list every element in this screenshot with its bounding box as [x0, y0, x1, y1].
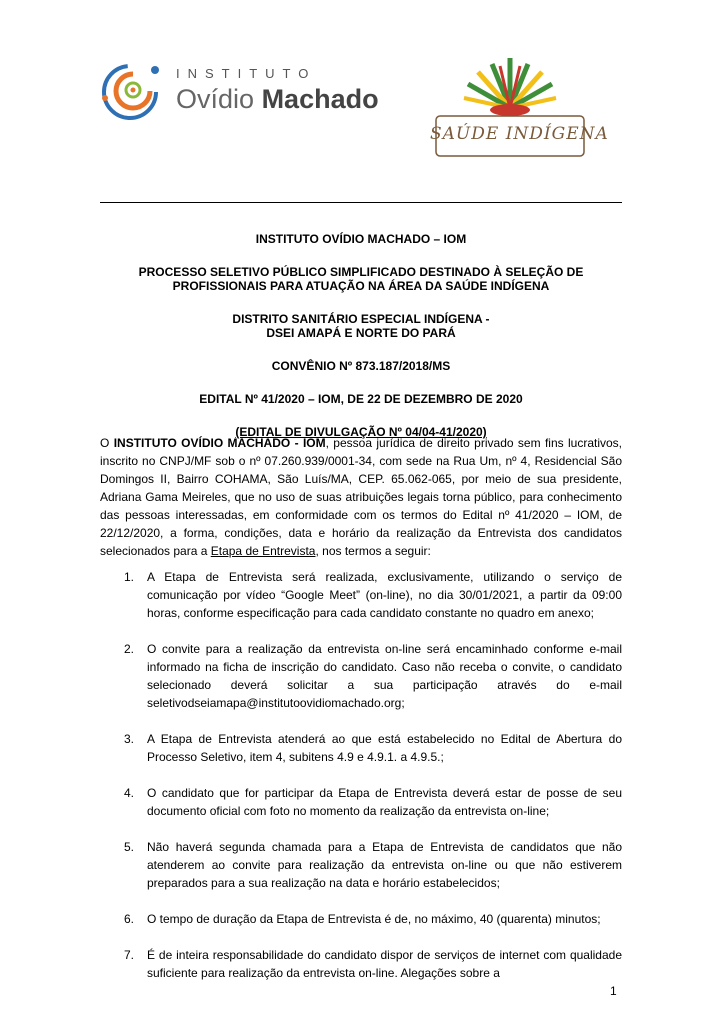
title-institution: INSTITUTO OVÍDIO MACHADO – IOM	[255, 232, 467, 246]
list-item	[100, 730, 622, 766]
iom-logo-regular: Ovídio	[176, 84, 255, 114]
title-divulgacao: (EDITAL DE DIVULGAÇÃO Nº 04/04-41/2020)	[235, 425, 487, 439]
title-process-line2: PROFISSIONAIS PARA ATUAÇÃO NA ÁREA DA SAÚDE INDÍGENA	[172, 279, 550, 293]
list-item-text: A Etapa de Entrevista atenderá ao que está estabelecido no Edital de Abertura do Processo Seletivo, item 4, subitens 4.9 e 4.9.1. a 4.9.5.;	[147, 732, 622, 764]
list-item	[100, 946, 622, 982]
iom-logo-bold: Machado	[261, 84, 379, 114]
list-item-number: 7.	[124, 948, 135, 962]
list-item-text: O candidato que for participar da Etapa de Entrevista deverá estar de posse de seu documento oficial com foto no momento da realização da entrevista on-line;	[147, 786, 622, 818]
list-item-text: A Etapa de Entrevista será realizada, exclusivamente, utilizando o serviço de comunicação por vídeo “Google Meet” (on-line), no dia 30/01/2021, a partir da 09:00 horas, conforme especificação para cada candidato constante no quadro em anexo;	[147, 570, 622, 620]
intro-prefix: O	[100, 436, 114, 450]
intro-underlined: Etapa de Entrevista	[210, 544, 316, 558]
list-item-number: 5.	[124, 840, 135, 854]
list-item-number: 1.	[124, 570, 135, 584]
title-district-line2: DSEI AMAPÁ E NORTE DO PARÁ	[266, 326, 456, 340]
iom-logo-mark-icon	[100, 58, 166, 122]
iom-logo	[100, 58, 379, 122]
title-process-line1: PROCESSO SELETIVO PÚBLICO SIMPLIFICADO DESTINADO À SELEÇÃO DE	[138, 265, 584, 279]
list-item-text: O convite para a realização da entrevista on-line será encaminhado conforme e-mail informado na ficha de inscrição do candidato. Caso não receba o convite, o candidato selecionado deverá solicitar a sua participação através do e-mail seletivodseiamapa@institutoovidiomachado.org;	[147, 642, 622, 710]
intro-suffix: , nos termos a seguir:	[315, 544, 431, 558]
list-item-text: É de inteira responsabilidade do candidato dispor de serviços de internet com qualidade suficiente para realização da entrevista on-line. Alegações sobre a	[147, 948, 622, 980]
title-convenio: CONVÊNIO Nº 873.187/2018/MS	[271, 359, 451, 373]
header-divider	[100, 202, 622, 203]
title-edital: EDITAL Nº 41/2020 – IOM, DE 22 DE DEZEMBRO DE 2020	[199, 392, 523, 406]
terms-list	[100, 568, 622, 1000]
list-item	[100, 784, 622, 820]
document-titles	[100, 232, 622, 458]
list-item-number: 2.	[124, 642, 135, 656]
list-item-number: 4.	[124, 786, 135, 800]
title-process	[100, 265, 622, 293]
list-item	[100, 910, 622, 928]
iom-logo-line2	[176, 84, 379, 115]
list-item-text: O tempo de duração da Etapa de Entrevista é de, no máximo, 40 (quarenta) minutos;	[147, 912, 601, 926]
list-item	[100, 838, 622, 892]
list-item	[100, 568, 622, 622]
list-item-number: 6.	[124, 912, 135, 926]
list-item-number: 3.	[124, 732, 135, 746]
list-item	[100, 640, 622, 712]
saude-indigena-logo	[430, 58, 609, 158]
list-item-text: Não haverá segunda chamada para a Etapa de Entrevista de candidatos que não atenderem ao convite para realização da entrevista on-line ou que não estiverem preparados para a sua realização na data e horário estabelecidos;	[147, 840, 622, 890]
intro-bold: INSTITUTO OVÍDIO MACHADO - IOM	[113, 436, 326, 450]
title-district-line1: DISTRITO SANITÁRIO ESPECIAL INDÍGENA -	[232, 312, 490, 326]
title-district	[100, 312, 622, 340]
intro-paragraph	[100, 434, 622, 560]
iom-logo-line1: INSTITUTO	[176, 66, 317, 81]
intro-text: , pessoa jurídica de direito privado sem fins lucrativos, inscrito no CNPJ/MF sob o nº 07.260.939/0001-34, com sede na Rua Um, nº 4, Residencial São Domingos II, Bairro COHAMA, São Luís/MA, CEP. 65.062-065, por meio de sua presidente, Adriana Gama Meireles, que no uso de suas atribuições legais torna público, para conhecimento das pessoas interessadas, em conformidade com os termos do Edital nº 41/2020 – IOM, de 22/12/2020, a forma, condições, data e horário da realização da Entrevista dos candidatos selecionados para a	[100, 436, 622, 558]
saude-indigena-text: SAÚDE INDÍGENA	[430, 124, 609, 144]
page-number: 1	[610, 984, 617, 998]
